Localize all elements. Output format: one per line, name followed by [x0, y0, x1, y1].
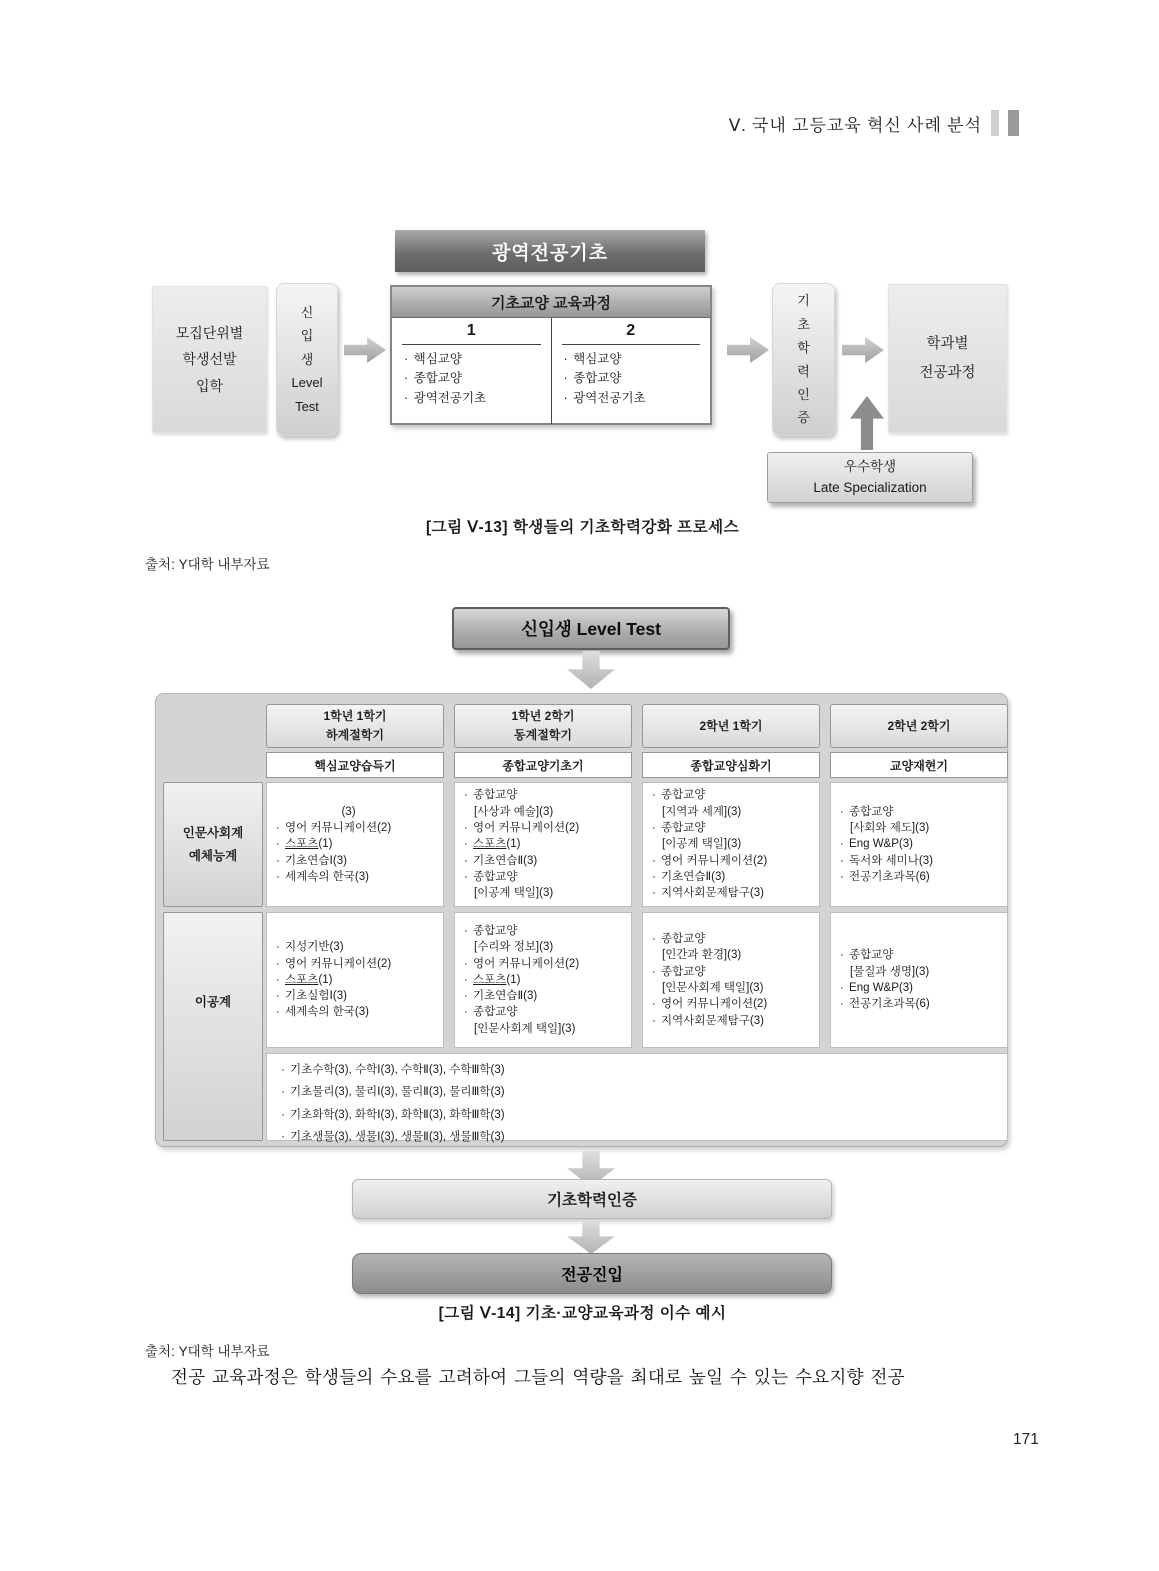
fig14-term-header-3 [642, 704, 820, 748]
fig14-phase-header-2: 종합교양기초기 [454, 752, 632, 778]
fig13-column-1-number: 1 [402, 318, 541, 345]
page-header [729, 110, 1019, 136]
fig14-term-header-4 [830, 704, 1008, 748]
term-line: 1학년 1학기 [323, 709, 387, 724]
fig14-row-label-science-engineering [163, 912, 263, 1141]
fig14-term-header-2 [454, 704, 632, 748]
fig14-caption: [그림 Ⅴ-14] 기초·교양교육과정 이수 예시 [438, 1305, 727, 1322]
fig14-phase-header-4: 교양재현기 [830, 752, 1008, 778]
header-decoration-bar-light [991, 110, 999, 136]
fig14-phase-header-3: 종합교양심화기 [642, 752, 820, 778]
fig13-source: 출처: Y대학 내부자료 [145, 557, 270, 572]
fig14-cell-science-term1: · 지성기반(3) · 영어 커뮤니케이션(2) · 스포츠(1) · 기초실험Ⅰ(3) · 세계속의 한국(3) [266, 912, 444, 1048]
fig13-column-2-items: · 핵심교양 · 종합교양 · 광역전공기초 [563, 352, 646, 405]
arrow-right-icon [344, 337, 386, 363]
arrow-down-icon [567, 651, 615, 689]
fig14-cell-humanities-term3: · 종합교양 [지역과 세계](3) · 종합교양 [이공계 택일](3) · 영어 커뮤니케이션(2) · 기초연습Ⅱ(3) · 지역사회문제탐구(3) [642, 782, 820, 907]
fig13-curriculum-columns [392, 318, 710, 424]
fig13-admission-box: 모집단위별 학생선발 입학 [152, 286, 267, 433]
fig13-late-specialization-box [767, 452, 973, 503]
fig14-freshman-level-test-banner: 신입생 Level Test [452, 607, 730, 650]
row-label-text: 이공계 [194, 995, 232, 1009]
fig13-caption: [그림 Ⅴ-13] 학생들의 기초학력강화 프로세스 [425, 519, 740, 536]
late-specialization-line2: Late Specialization [813, 479, 927, 495]
late-specialization-line1: 우수학생 [843, 458, 897, 474]
page-number: 171 [1013, 1431, 1039, 1448]
arrow-up-icon [850, 396, 884, 450]
fig14-term-header-1 [266, 704, 444, 748]
arrow-right-icon [842, 337, 884, 363]
fig13-basic-competency-certification-box: 기 초 학 력 인 증 [772, 283, 835, 436]
fig13-curriculum-title: 기초교양 교육과정 [392, 287, 710, 318]
fig14-phase-header-1: 핵심교양습득기 [266, 752, 444, 778]
header-decoration-bar-dark [1008, 110, 1019, 136]
fig13-department-major-course-box: 학과별 전공과정 [888, 284, 1007, 433]
term-line: 동계절학기 [514, 728, 572, 742]
term-line: 2학년 1학기 [699, 718, 763, 733]
term-line: 하계절학기 [326, 728, 384, 742]
fig13-column-2-number: 2 [562, 318, 701, 345]
fig14-cell-humanities-term1: (3) · 영어 커뮤니케이션(2) · 스포츠(1) · 기초연습Ⅰ(3) · 세계속의 한국(3) [266, 782, 444, 907]
fig13-curriculum-column-1 [392, 318, 552, 424]
chapter-title: Ⅴ. 국내 고등교육 혁신 사례 분석 [728, 115, 982, 135]
fig14-major-entry-bar: 전공진입 [352, 1253, 832, 1294]
fig13-column-1-items: · 핵심교양 · 종합교양 · 광역전공기초 [404, 352, 487, 405]
fig13-curriculum-column-2 [552, 318, 711, 424]
fig13-broad-major-basics-banner: 광역전공기초 [395, 230, 705, 272]
fig14-curriculum-table [155, 693, 1008, 1147]
fig14-cell-humanities-term2: · 종합교양 [사상과 예술](3) · 영어 커뮤니케이션(2) · 스포츠(1) · 기초연습Ⅱ(3) · 종합교양 [이공계 택일](3) [454, 782, 632, 907]
arrow-right-icon [727, 337, 769, 363]
fig13-basic-liberal-arts-curriculum-box [390, 285, 712, 425]
arrow-down-icon [567, 1220, 615, 1254]
fig14-row-label-humanities-arts: 인문사회계 예체능계 [163, 782, 263, 907]
fig14-cell-humanities-term4: · 종합교양 [사회와 제도](3) · Eng W&P(3) · 독서와 세미나(3) · 전공기초과목(6) [830, 782, 1008, 907]
fig14-basic-science-courses-row: · 기초수학(3), 수학Ⅰ(3), 수학Ⅱ(3), 수학Ⅲ학(3) · 기초물리(3), 물리Ⅰ(3), 물리Ⅱ(3), 물리Ⅲ학(3) · 기초화학(3), 화학Ⅰ(3), 화학Ⅱ(3), 화학Ⅲ학(3) · 기초생물(3), 생물Ⅰ(3), 생물Ⅱ(3), 생물Ⅲ학(3) [266, 1053, 1008, 1141]
fig14-cell-science-term2: · 종합교양 [수리와 정보](3) · 영어 커뮤니케이션(2) · 스포츠(1) · 기초연습Ⅱ(3) · 종합교양 [인문사회계 택일](3) [454, 912, 632, 1048]
fig13-freshman-level-test-box: 신 입 생 Level Test [276, 283, 338, 436]
body-paragraph: 전공 교육과정은 학생들의 수요를 고려하여 그들의 역량을 최대로 높일 수 있는 수요지향 전공 [171, 1367, 905, 1387]
fig14-basic-competency-certification-bar: 기초학력인증 [352, 1179, 832, 1219]
fig14-source: 출처: Y대학 내부자료 [145, 1344, 270, 1359]
term-line: 1학년 2학기 [511, 709, 575, 724]
fig14-cell-science-term3: · 종합교양 [인간과 환경](3) · 종합교양 [인문사회계 택일](3) · 영어 커뮤니케이션(2) · 지역사회문제탐구(3) [642, 912, 820, 1048]
term-line: 2학년 2학기 [887, 718, 951, 733]
fig14-cell-science-term4: · 종합교양 [물질과 생명](3) · Eng W&P(3) · 전공기초과목(6) [830, 912, 1008, 1048]
